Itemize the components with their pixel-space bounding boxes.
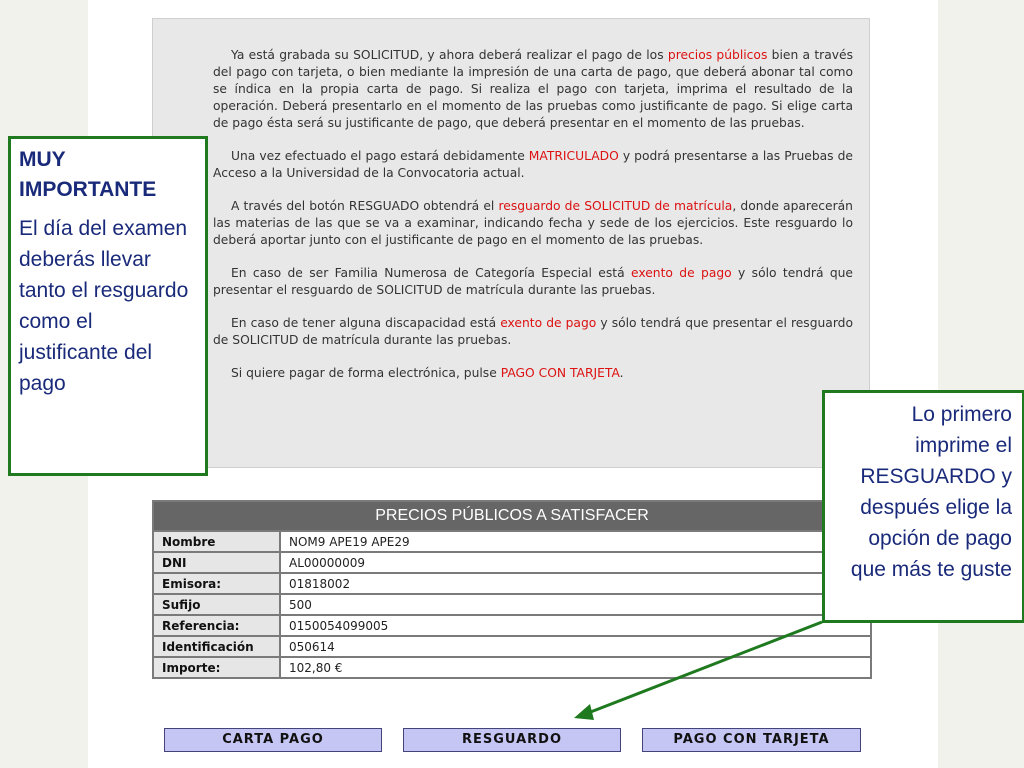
highlight-exento-discapacidad: exento de pago	[500, 316, 597, 330]
info-paragraph-resguardo: A través del botón RESGUADO obtendrá el resguardo de SOLICITUD de matrícula, donde aparecerán las materias de las que se va a examinar, indicando fecha y sede de los ejercicios. Este resguardo lo deberá aportar junto con el justificante de pago en el momento de las pruebas.	[213, 199, 853, 247]
row-label: Identificación	[153, 636, 280, 657]
table-header-row	[153, 501, 871, 531]
info-paragraph-familia-numerosa: En caso de ser Familia Numerosa de Categoría Especial está exento de pago y sólo tendrá que presentar el resguardo de SOLICITUD de matrícula durante las pruebas.	[213, 266, 853, 297]
row-label: Emisora:	[153, 573, 280, 594]
row-label: Nombre	[153, 531, 280, 552]
callout-title: MUY IMPORTANTE	[19, 148, 157, 201]
highlight-pago-tarjeta: PAGO CON TARJETA	[500, 366, 620, 380]
info-paragraph-solicitud: Ya está grabada su SOLICITUD, y ahora deberá realizar el pago de los precios públicos bien a través del pago con tarjeta, o bien mediante la impresión de una carta de pago, que deberá abonar tal como se índica en la propia carta de pago. Si realiza el pago con tarjeta, imprima el resultado de la operación. Deberá presentarlo en el momento de las pruebas como justificante de pago. Si elige carta de pago ésta será su justificante de pago, que deberá presentar en el momento de las pruebas.	[213, 48, 853, 130]
row-label: Importe:	[153, 657, 280, 678]
precios-table	[152, 500, 872, 679]
pago-con-tarjeta-button[interactable]: PAGO CON TARJETA	[642, 728, 861, 752]
info-paragraph-pago-electronico: Si quiere pagar de forma electrónica, pulse PAGO CON TARJETA.	[231, 366, 624, 380]
table-row-emisora	[153, 573, 871, 594]
info-paragraph-matriculado: Una vez efectuado el pago estará debidamente MATRICULADO y podrá presentarse a las Pruebas de Acceso a la Universidad de la Convocatoria actual.	[213, 149, 853, 180]
resguardo-button[interactable]: RESGUARDO	[403, 728, 621, 752]
row-label: Sufijo	[153, 594, 280, 615]
row-value: 050614	[280, 636, 871, 657]
table-row-nombre	[153, 531, 871, 552]
row-value: 102,80 €	[280, 657, 871, 678]
carta-pago-button[interactable]: CARTA PAGO	[164, 728, 382, 752]
row-value: 0150054099005	[280, 615, 871, 636]
highlight-matriculado: MATRICULADO	[528, 149, 619, 163]
highlight-exento-familia: exento de pago	[630, 266, 732, 280]
callout-body: El día del examen deberás llevar tanto el resguardo como el justificante del pago	[19, 217, 189, 395]
info-panel	[152, 18, 870, 468]
table-title: PRECIOS PÚBLICOS A SATISFACER	[153, 501, 871, 531]
table-row-dni	[153, 552, 871, 573]
table-row-sufijo	[153, 594, 871, 615]
table-row-identificacion	[153, 636, 871, 657]
info-paragraph-discapacidad: En caso de tener alguna discapacidad está exento de pago y sólo tendrá que presentar el resguardo de SOLICITUD de matrícula durante las pruebas.	[213, 316, 854, 347]
callout-muy-importante	[8, 136, 208, 476]
highlight-resguardo: resguardo de SOLICITUD de matrícula	[498, 199, 733, 213]
table-row-importe	[153, 657, 871, 678]
row-value: 500	[280, 594, 871, 615]
row-value: 01818002	[280, 573, 871, 594]
row-label: DNI	[153, 552, 280, 573]
callout-body: Lo primero imprime el RESGUARDO y después elige la opción de pago que más te guste	[850, 403, 1012, 581]
row-label: Referencia:	[153, 615, 280, 636]
row-value: NOM9 APE19 APE29	[280, 531, 871, 552]
highlight-precios-publicos: precios públicos	[667, 48, 768, 62]
table-row-referencia	[153, 615, 871, 636]
callout-instrucciones	[822, 390, 1024, 623]
row-value: AL00000009	[280, 552, 871, 573]
